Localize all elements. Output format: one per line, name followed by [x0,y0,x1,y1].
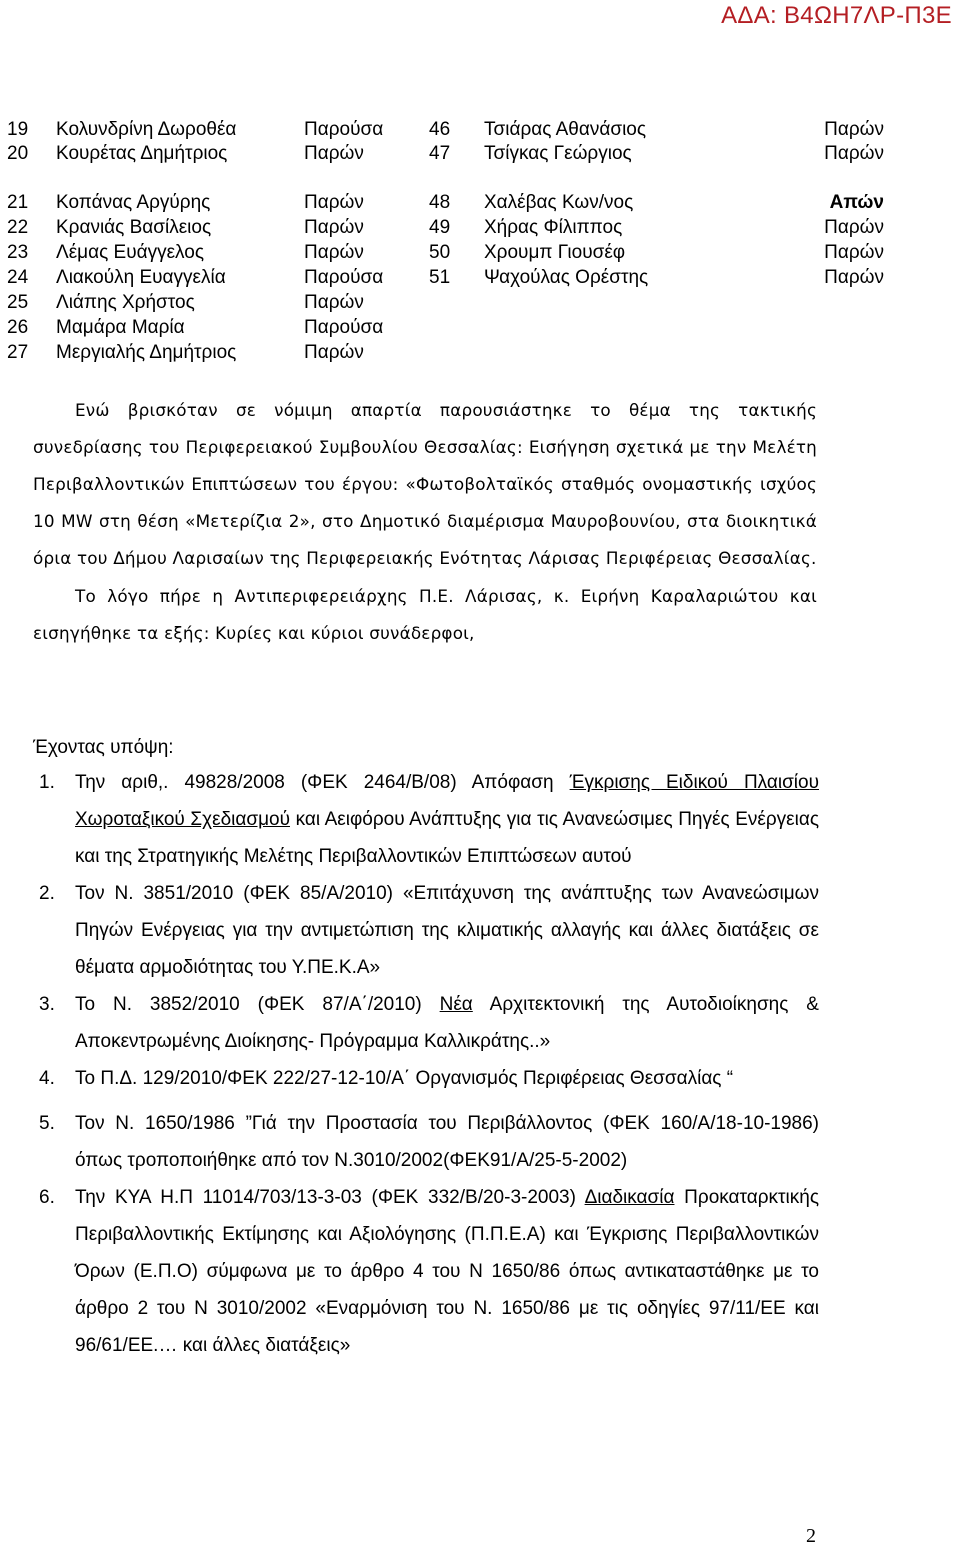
member-name: Ψαχούλας Ορέστης [484,267,649,288]
item-text: Το Ν. 3852/2010 (ΦΕΚ 87/Α΄/2010) [75,994,440,1015]
member-status: Παρών [304,242,364,263]
member-number: 51 [429,267,451,288]
member-status: Απών [829,192,884,213]
member-status: Παρών [304,292,364,313]
item-text: Τον Ν. 3851/2010 (ΦΕΚ 85/Α/2010) «Επιτάχυνση της ανάπτυξης των Ανανεώσιμων Πηγών Ενέργειας για την αντιμετώπιση της κλιματικής αλλαγής και άλλες διατάξεις σε θέματα αρμοδιότητας του Υ.ΠΕ.Κ.Α» [75,883,819,978]
item-text: Την αριθ,. 49828/2008 (ΦΕΚ 2464/Β/08) Απόφαση [75,772,570,793]
roster-row [0,216,960,240]
item-text: Την ΚΥΑ Η.Π 11014/703/13-3-03 (ΦΕΚ 332/Β/20-3-2003) [75,1187,585,1208]
member-name: Λιάπης Χρήστος [56,292,195,313]
member-number: 46 [429,119,451,140]
member-status: Παρών [304,217,364,238]
ada-code: ΑΔΑ: Β4ΩΗ7ΛΡ-Π3Ε [721,2,952,29]
member-name: Λέμας Ευάγγελος [56,242,204,263]
intro-paragraph: Ενώ βρισκόταν σε νόμιμη απαρτία παρουσιάστηκε το θέμα της τακτικής συνεδρίασης του Περιφερειακού Συμβουλίου Θεσσαλίας: Εισήγηση σχετικά με την Μελέτη Περιβαλλοντικών Επιπτώσεων του έργου: «Φωτοβολταϊκός σταθμός ονομαστικής ισχύος 10 MW στη θέση «Μετερίζια 2», στο Δημοτικό διαμέρισμα Μαυροβουνίου, στα διοικητικά όρια του Δήμου Λαρισαίων της Περιφερειακής Ενότητας Λάρισας Περιφέρειας Θεσσαλίας. [33,400,817,568]
member-number: 47 [429,143,451,164]
item-underlined-text: Νέα [439,994,473,1015]
roster-row [0,241,960,265]
member-status: Παρούσα [304,267,384,288]
member-name: Τσίγκας Γεώργιος [484,143,632,164]
member-name: Χήρας Φίλιππος [484,217,623,238]
item-underlined-text: Διαδικασία [584,1187,675,1208]
item-text: Τον Ν. 1650/1986 ”Γιά την Προστασία του Περιβάλλοντος (ΦΕΚ 160/Α/18-10-1986) όπως τροποποιήθηκε από τον Ν.3010/2002(ΦΕΚ91/Α/25-5-2002) [75,1113,819,1171]
list-number: 4. [39,1068,55,1089]
member-number: 24 [7,267,29,288]
considering-heading: Έχοντας υπόψη: [33,737,174,758]
considerations-list [33,764,819,1364]
roster-row [0,341,960,365]
member-name: Μαμάρα Μαρία [56,317,185,338]
item-text: Το Π.Δ. 129/2010/ΦΕΚ 222/27-12-10/Α΄ Οργανισμός Περιφέρειας Θεσσαλίας “ [75,1068,734,1089]
member-number: 48 [429,192,451,213]
member-number: 23 [7,242,29,263]
member-number: 19 [7,119,29,140]
list-number: 1. [39,772,55,793]
member-status: Παρών [824,242,884,263]
member-number: 20 [7,143,29,164]
member-status: Παρών [824,217,884,238]
roster-row [0,316,960,340]
member-status: Παρών [824,267,884,288]
item-text-tail: Αρχιτεκτονική της Αυτοδιοίκησης & Αποκεντρωμένης Διοίκησης- Πρόγραμμα Καλλικράτης..» [75,994,819,1052]
member-status: Παρών [304,342,364,363]
member-number: 22 [7,217,29,238]
member-number: 50 [429,242,451,263]
list-item [33,1179,819,1364]
member-name: Χρουμπ Γιουσέφ [484,242,626,263]
list-item [33,1105,819,1179]
member-name: Λιακούλη Ευαγγελία [56,267,226,288]
member-status: Παρών [304,143,364,164]
member-name: Κολυνδρίνη Δωροθέα [56,119,237,140]
member-number: 25 [7,292,29,313]
list-item [33,1060,819,1097]
roster-row [0,118,960,142]
item-text-tail: και Αειφόρου Ανάπτυξης για τις Ανανεώσιμες Πηγές Ενέργειας και της Στρατηγικής Μελέτης Περιβαλλοντικών Επιπτώσεων αυτού [75,809,819,867]
intro-text [33,392,817,652]
list-number: 5. [39,1113,55,1134]
item-underlined-text: Έγκρισης Ειδικού Πλαισίου Χωροταξικού Σχεδιασμού [75,772,819,830]
list-number: 3. [39,994,55,1015]
member-number: 26 [7,317,29,338]
list-number: 6. [39,1187,55,1208]
member-status: Παρούσα [304,119,384,140]
roster-row [0,191,960,215]
list-item [33,764,819,875]
speaker-paragraph: Το λόγο πήρε η Αντιπεριφερειάρχης Π.Ε. Λάρισας, κ. Ειρήνη Καραλαριώτου και εισηγήθηκε τα εξής: Κυρίες και κύριοι συνάδερφοι, [33,586,817,643]
page-number: 2 [806,1525,816,1547]
member-status: Παρών [824,143,884,164]
member-status: Παρούσα [304,317,384,338]
member-name: Κουρέτας Δημήτριος [56,143,228,164]
member-number: 21 [7,192,29,213]
member-name: Τσιάρας Αθανάσιος [484,119,647,140]
roster-row [0,266,960,290]
member-number: 49 [429,217,451,238]
member-number: 27 [7,342,29,363]
member-name: Κρανιάς Βασίλειος [56,217,212,238]
roster-row [0,142,960,166]
list-item [33,875,819,986]
member-name: Χαλέβας Κων/νος [484,192,634,213]
member-status: Παρών [824,119,884,140]
list-number: 2. [39,883,55,904]
member-name: Κοπάνας Αργύρης [56,192,211,213]
member-status: Παρών [304,192,364,213]
item-text-tail: Προκαταρκτικής Περιβαλλοντικής Εκτίμησης και Αξιολόγησης (Π.Π.Ε.Α) και Έγκρισης Περιβαλλοντικών Όρων (Ε.Π.Ο) σύμφωνα με το άρθρο 4 του Ν 1650/86 όπως αντικαταστάθηκε με το άρθρο 2 του Ν 3010/2002 «Εναρμόνιση του Ν. 1650/86 με τις οδηγίες 97/11/ΕΕ και 96/61/ΕΕ.… και άλλες διατάξεις» [75,1187,819,1356]
list-item [33,986,819,1060]
member-name: Μεργιαλής Δημήτριος [56,342,237,363]
roster-row [0,291,960,315]
